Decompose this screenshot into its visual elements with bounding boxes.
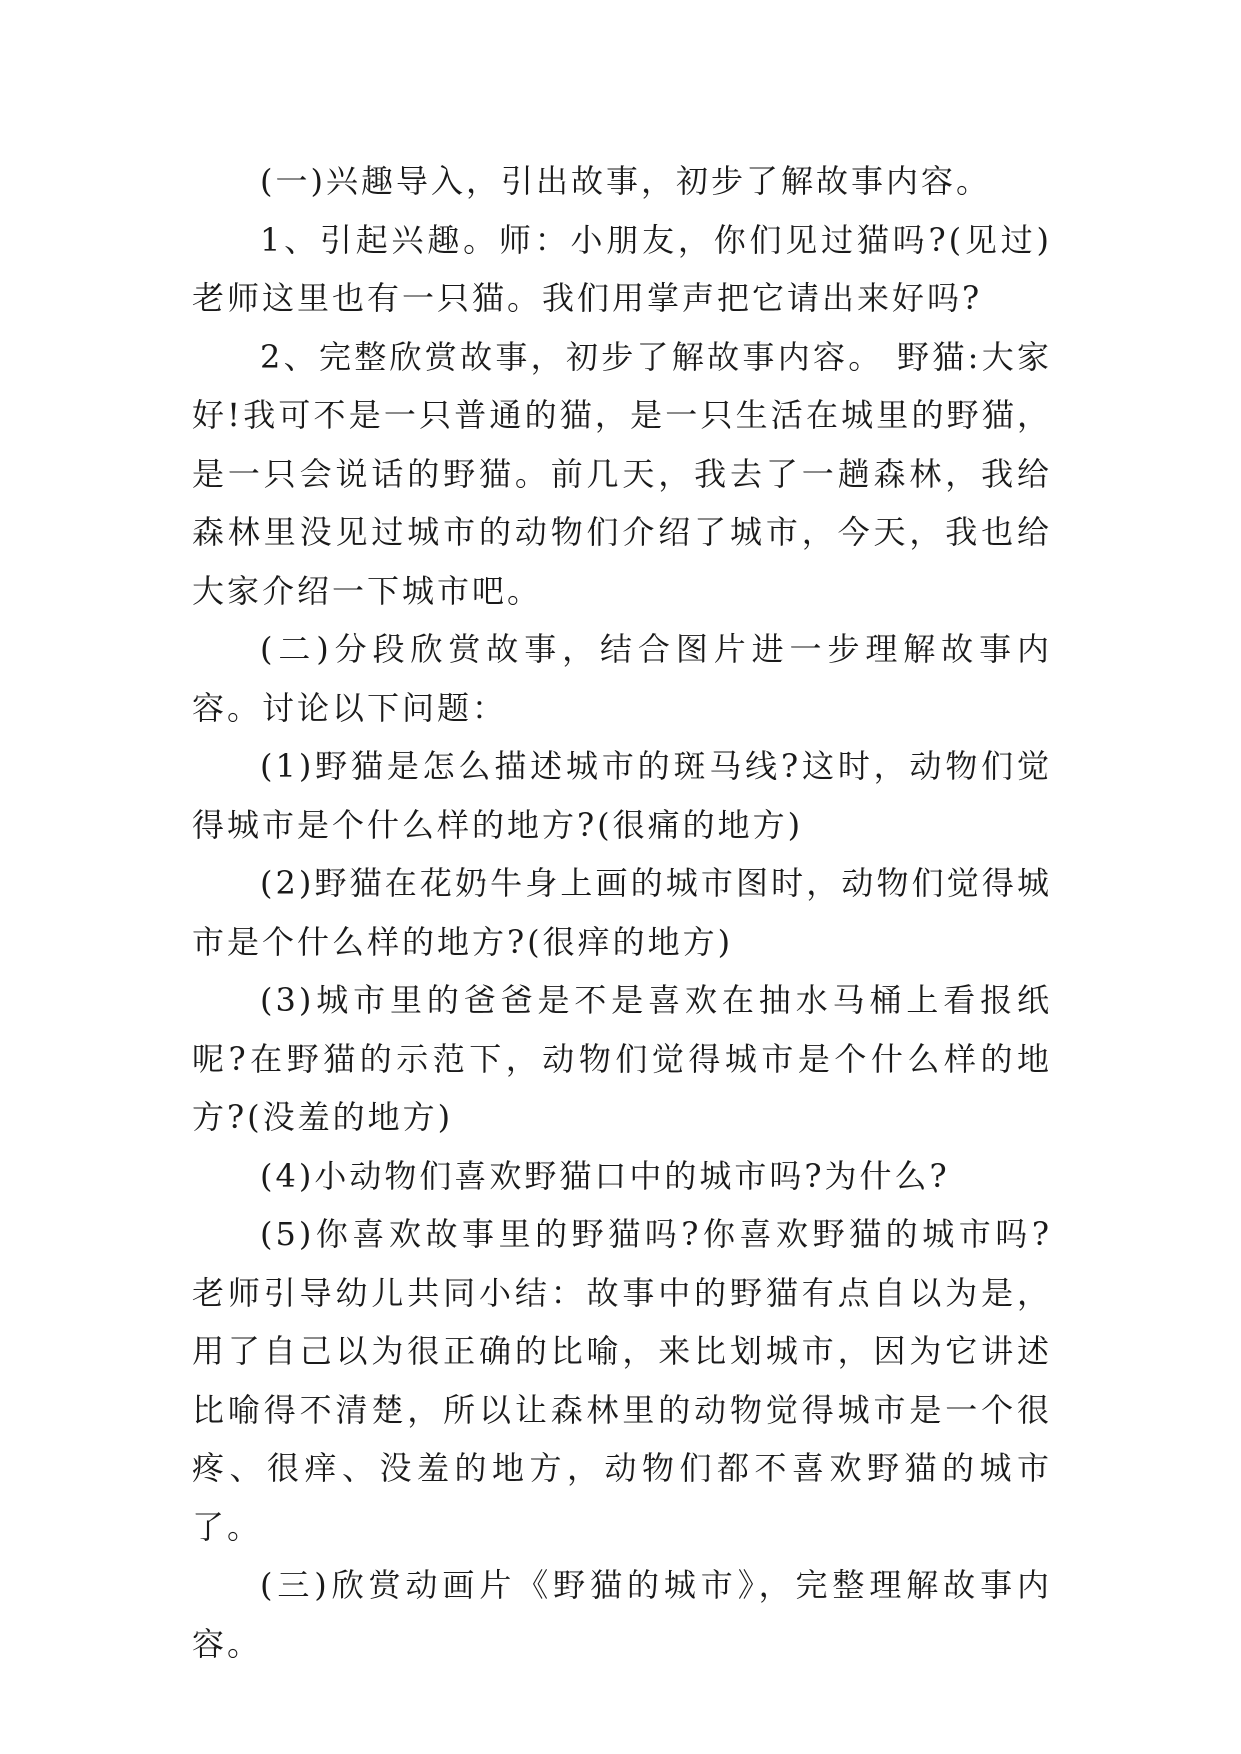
question-4: (4)小动物们喜欢野猫口中的城市吗?为什么?: [260, 1156, 950, 1195]
question-5: (5)你喜欢故事里的野猫吗?你喜欢野猫的城市吗? 老师引导幼儿共同小结：故事中的野猫有点自以为是，用了自己以为很正确的比喻，来比划城市，因为它讲述比喻得不清楚，所以让森林里的动物觉得城市是一个很疼、很痒、没羞的地方，动物们都不喜欢野猫的城市了。: [192, 1215, 1052, 1546]
question-3: (3)城市里的爸爸是不是喜欢在抽水马桶上看报纸呢?在野猫的示范下，动物们觉得城市是个什么样的地方?(没羞的地方): [192, 981, 1052, 1136]
paragraph-step-2: 2、完整欣赏故事，初步了解故事内容。 野猫:大家好!我可不是一只普通的猫，是一只生活在城里的野猫，是一只会说话的野猫。前几天，我去了一趟森林，我给森林里没见过城市的动物们介绍了城市，今天，我也给大家介绍一下城市吧。: [192, 337, 1052, 610]
document-body: [192, 152, 1052, 1673]
section-heading-3: (三)欣赏动画片《野猫的城市》，完整理解故事内容。: [192, 1566, 1052, 1663]
question-1: (1)野猫是怎么描述城市的斑马线?这时，动物们觉得城市是个什么样的地方?(很痛的地方): [192, 747, 1052, 844]
paragraph-step-1: 1、引起兴趣。师：小朋友，你们见过猫吗?(见过)老师这里也有一只猫。我们用掌声把它请出来好吗?: [192, 220, 1052, 317]
section-heading-2: (二)分段欣赏故事，结合图片进一步理解故事内容。讨论以下问题：: [192, 630, 1052, 727]
question-2: (2)野猫在花奶牛身上画的城市图时，动物们觉得城市是个什么样的地方?(很痒的地方): [192, 864, 1052, 961]
section-heading-1: (一)兴趣导入，引出故事，初步了解故事内容。: [260, 162, 991, 200]
